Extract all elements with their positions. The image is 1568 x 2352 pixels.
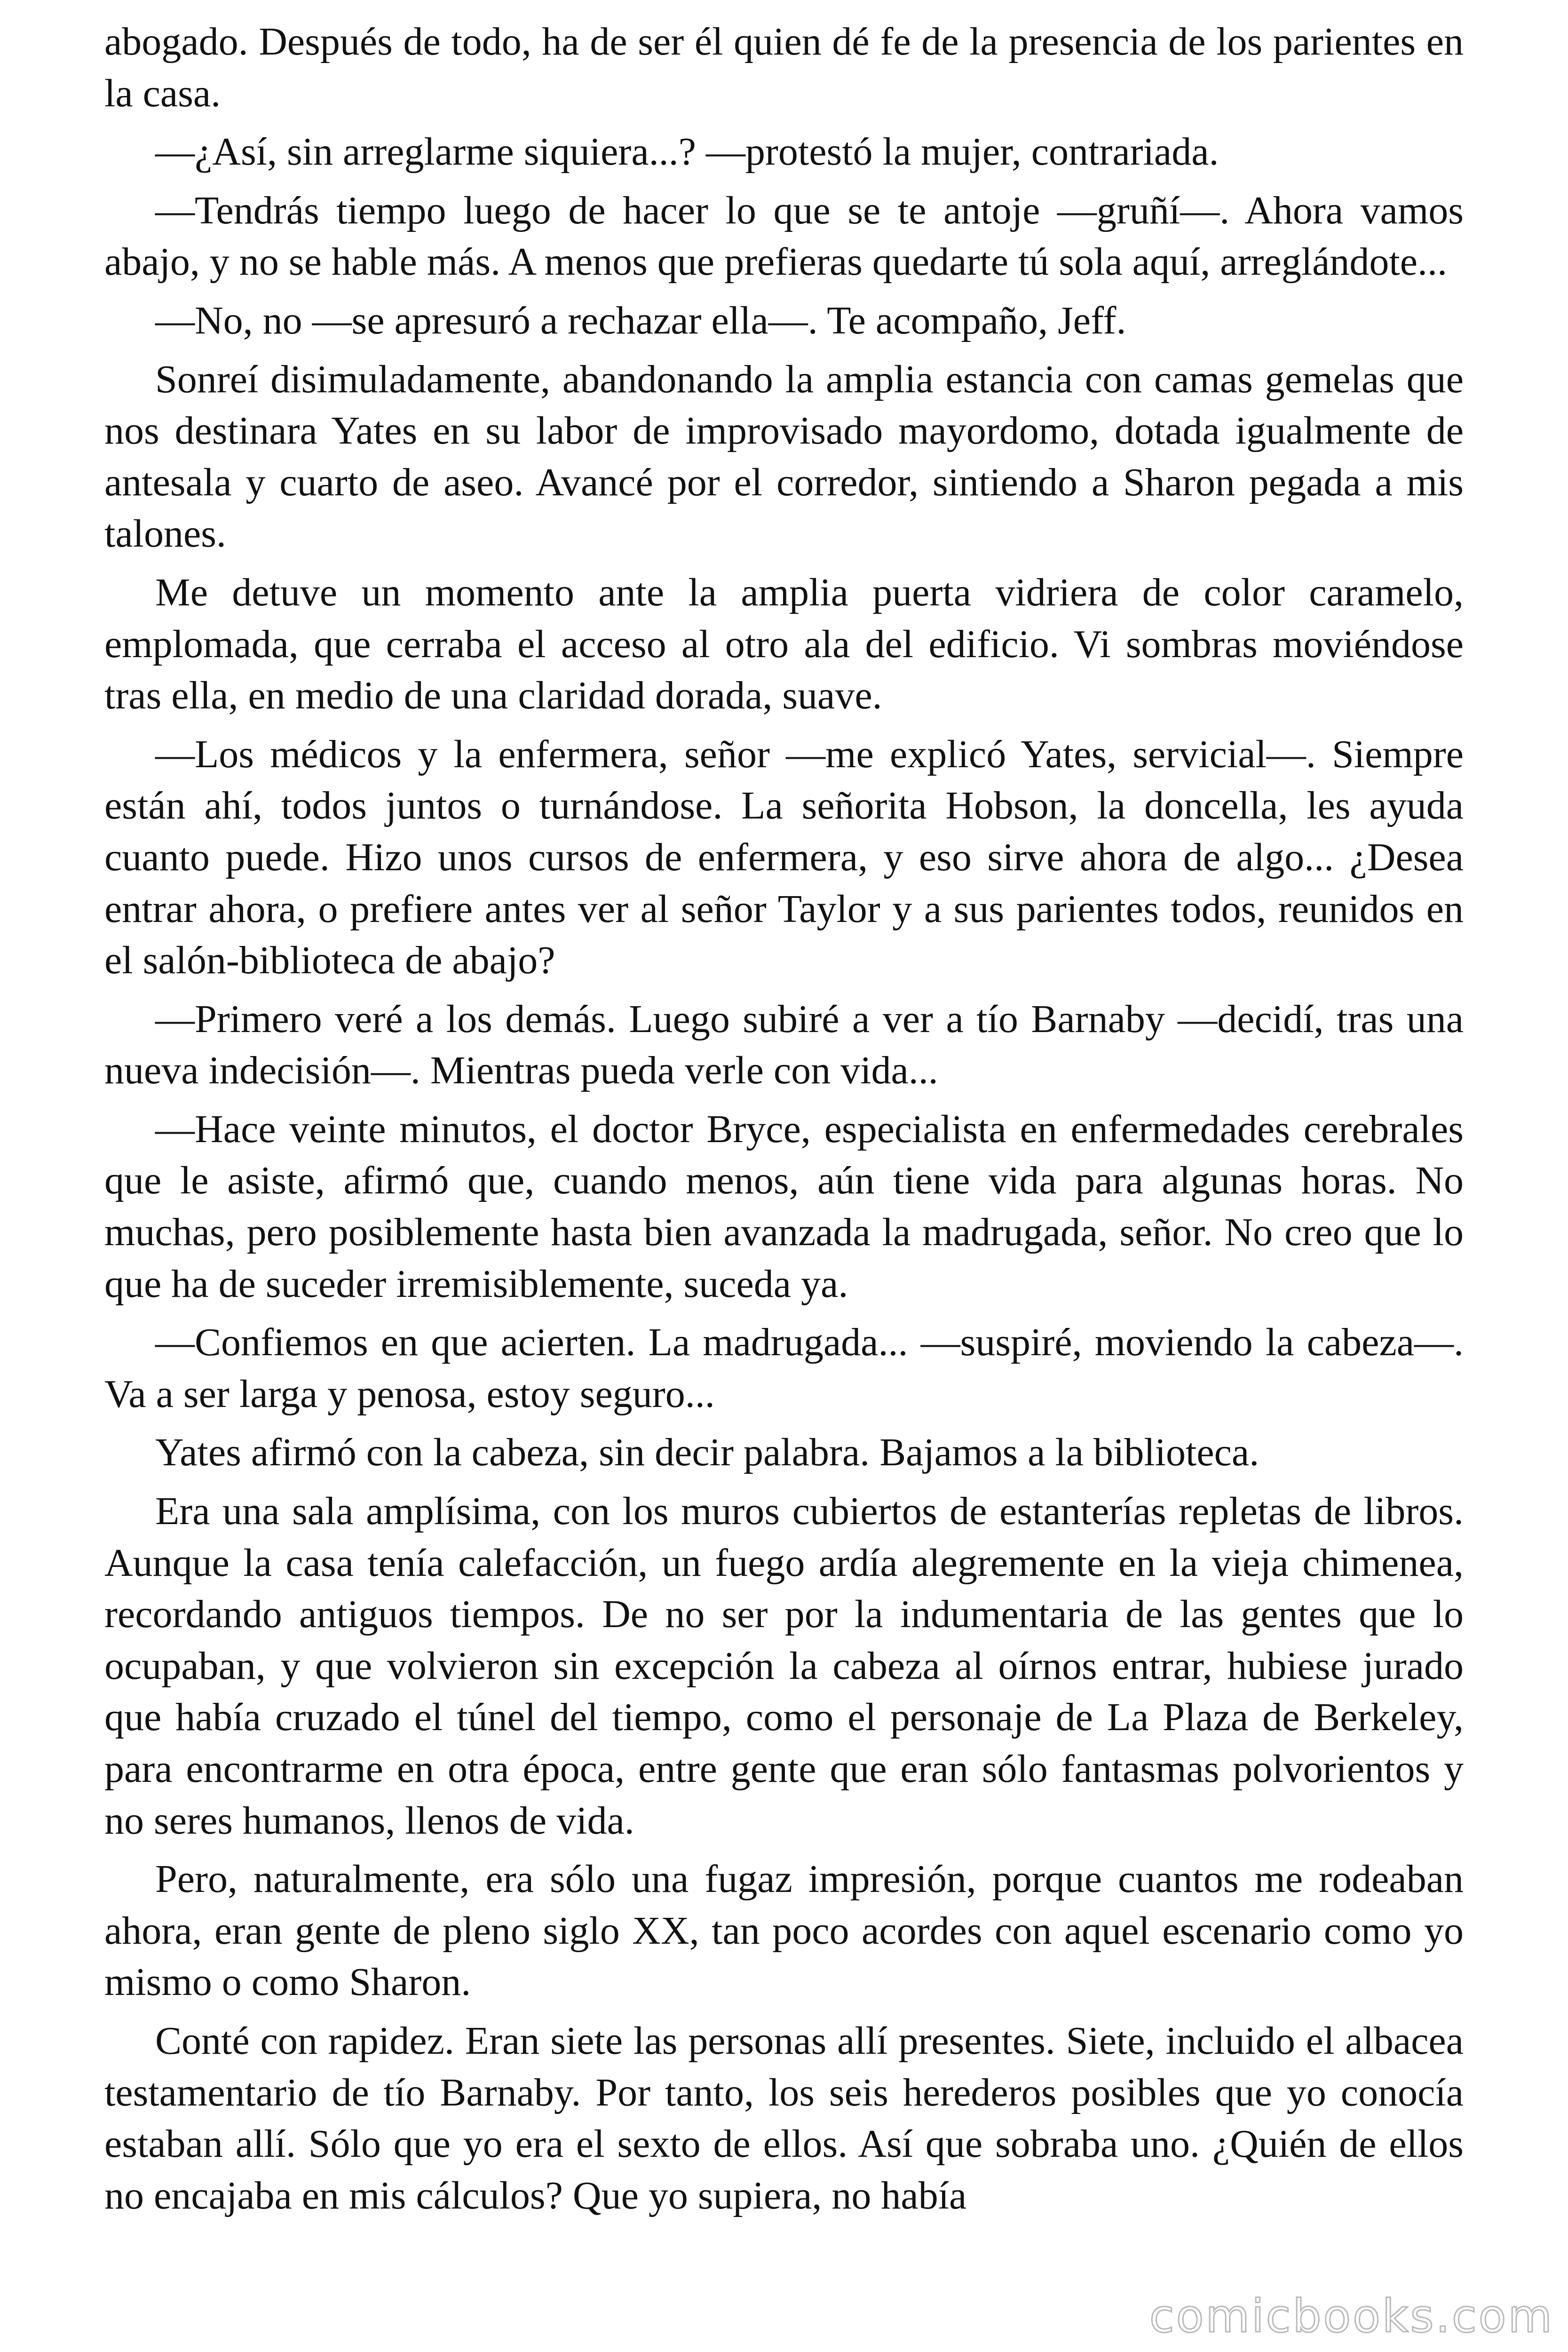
paragraph: Era una sala amplísima, con los muros cubiertos de estanterías repletas de libros. Aunque la casa tenía calefacción, un fuego ardía alegremente en la vieja chimenea, recordando antiguos tiempos. De no ser por la indumentaria de las gentes que lo ocupaban, y que volvieron sin excepción la cabeza al oírnos entrar, hubiese jurado que había cruzado el túnel del tiempo, como el personaje de La Plaza de Berkeley, para encontrarme en otra época, entre gente que eran sólo fantasmas polvorientos y no seres humanos, llenos de vida. [104, 1489, 1464, 1843]
paragraph: —¿Así, sin arreglarme siquiera...? —protestó la mujer, contrariada. [155, 130, 1219, 174]
paragraph: —Tendrás tiempo luego de hacer lo que se te antoje —gruñí—. Ahora vamos abajo, y no se hable más. A menos que prefieras quedarte tú sola aquí, arreglándote... [104, 188, 1464, 284]
paragraph: Conté con rapidez. Eran siete las personas allí presentes. Siete, incluido el albacea testamentario de tío Barnaby. Por tanto, los seis herederos posibles que yo conocía estaban allí. Sólo que yo era el sexto de ellos. Así que sobraba uno. ¿Quién de ellos no encajaba en mis cálculos? Que yo supiera, no había [104, 2018, 1464, 2217]
paragraph: Yates afirmó con la cabeza, sin decir palabra. Bajamos a la biblioteca. [155, 1430, 1259, 1475]
paragraph: Sonreí disimuladamente, abandonando la amplia estancia con camas gemelas que nos destinara Yates en su labor de improvisado mayordomo, dotada igualmente de antesala y cuarto de aseo. Avancé por el corredor, sintiendo a Sharon pegada a mis talones. [104, 357, 1464, 556]
paragraph: —Confiemos en que acierten. La madrugada... —suspiré, moviendo la cabeza—. Va a ser larga y penosa, estoy seguro... [104, 1320, 1464, 1416]
paragraph: —No, no —se apresuró a rechazar ella—. Te acompaño, Jeff. [155, 298, 1126, 342]
watermark: comicbooks.com [1149, 2290, 1554, 2343]
paragraph: —Los médicos y la enfermera, señor —me explicó Yates, servicial—. Siempre están ahí, todos juntos o turnándose. La señorita Hobson, la doncella, les ayuda cuanto puede. Hizo unos cursos de enfermera, y eso sirve ahora de algo... ¿Desea entrar ahora, o prefiere antes ver al señor Taylor y a sus parientes todos, reunidos en el salón-biblioteca de abajo? [104, 732, 1464, 983]
paragraph: —Primero veré a los demás. Luego subiré a ver a tío Barnaby —decidí, tras una nueva indecisión—. Mientras pueda verle con vida... [104, 997, 1464, 1093]
paragraph: abogado. Después de todo, ha de ser él quien dé fe de la presencia de los parientes en la casa. [104, 20, 1464, 115]
paragraph: Pero, naturalmente, era sólo una fugaz impresión, porque cuantos me rodeaban ahora, eran gente de pleno siglo XX, tan poco acordes con aquel escenario como yo mismo o como Sharon. [104, 1857, 1464, 2004]
page-text [104, 16, 1464, 2228]
paragraph: Me detuve un momento ante la amplia puerta vidriera de color caramelo, emplomada, que cerraba el acceso al otro ala del edificio. Vi sombras moviéndose tras ella, en medio de una claridad dorada, suave. [104, 570, 1464, 718]
paragraph: —Hace veinte minutos, el doctor Bryce, especialista en enfermedades cerebrales que le asiste, afirmó que, cuando menos, aún tiene vida para algunas horas. No muchas, pero posiblemente hasta bien avanzada la madrugada, señor. No creo que lo que ha de suceder irremisiblemente, suceda ya. [104, 1107, 1464, 1306]
